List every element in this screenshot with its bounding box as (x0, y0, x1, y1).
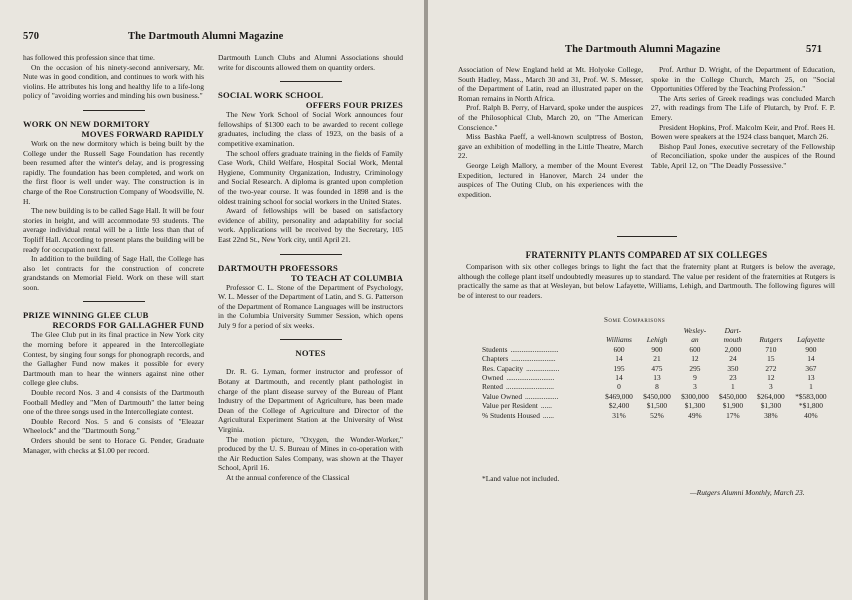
section-heading: MOVES FORWARD RAPIDLY (81, 128, 204, 139)
section-heading: TO TEACH AT COLUMBIA (290, 272, 403, 283)
table-cell: 600 (613, 344, 625, 354)
paragraph: The motion picture, "Oxygen, the Wonder-Worker," produced by the U. S. Bureau of Mines in co-operation with the Air Reduction Sales Company, was shown at the Thayer School, April 16. (218, 434, 403, 473)
paragraph: Association of New England held at Mt. Holyoke College, South Hadley, Mass., March 30 and 31, Prof. W. S. Messer, of the Department of Latin, read an illustrated paper on the Roman remains in North Africa. (458, 65, 643, 103)
table-cell: $1,900 (722, 401, 744, 411)
table-title: Some Comparisons (604, 316, 666, 324)
page-number-left: 570 (23, 31, 40, 42)
table-cell: $1,300 (684, 401, 706, 411)
paragraph: Work on the new dormitory which is being built by the College under the Russell Sage Foundation has recently been resumed after the winter's delay, and is progressing rapidly. The foundation has been completed, and work on the first floor is well under way. The construction is in charge of the Roe Construction Company of Woodsville, N. H. (23, 138, 204, 206)
paragraph: The Arts series of Greek readings was concluded March 27, with readings from The Life of Plutarch, by Prof. F. P. Emery. (651, 93, 835, 122)
paragraph: George Leigh Mallory, a member of the Mount Everest Expedition, lectured in Hanover, March 24 under the auspices of The Outing Club, on his experiences with the expedition. (458, 160, 643, 199)
section-rule (83, 110, 145, 111)
row-leader-dots: .......................... (505, 382, 554, 392)
table-cell: 2,000 (724, 344, 742, 354)
table-row (482, 392, 832, 401)
section-heading: OFFERS FOUR PRIZES (305, 100, 403, 111)
row-leader-dots: ...... (542, 410, 554, 420)
section-heading: WORK ON NEW DORMITORY (23, 118, 151, 129)
paragraph: Orders should be sent to Horace G. Pender, Graduate Manager, with checks at $1.00 per record. (23, 436, 204, 455)
table-cell: 31% (612, 410, 626, 420)
paragraph: has followed this profession since that time. (23, 53, 155, 62)
column-header: Rutgers (759, 335, 783, 345)
fraternity-intro: Comparison with six other colleges brings to light the fact that the fraternity plant at Rutgers is below the average, although the college plant itself undoubtedly measures up to standard. The value per resident of the fraternities at Rutgers is practically the same as that at Wesleyan, but below Lafayette, Williams, Lehigh, and Dartmouth. The following figures will be of interest to our readers. (458, 262, 835, 300)
right-column-2 (651, 65, 835, 171)
table-source: —Rutgers Alumni Monthly, March 23. (690, 488, 805, 497)
table-cell: *$1,800 (798, 401, 823, 411)
table-cell: $450,000 (719, 391, 747, 401)
table-cell: 15 (767, 354, 775, 364)
row-label (482, 345, 600, 354)
column-header: Williams (606, 335, 632, 345)
table-cell: $469,000 (605, 391, 633, 401)
table-cell: 367 (805, 363, 817, 373)
paragraph: The New York School of Social Work announces four fellowships of $1300 each to be awarded to recent college graduates, including the class of 1923, on the basis of a competitive examination. (218, 110, 403, 148)
paragraph: Double record Nos. 3 and 4 consists of the Dartmouth Football Medley and "Men of Dartmouth" the latter being one of the three songs used in the Intercollegiate contest. (23, 388, 204, 417)
section-rule (83, 301, 145, 302)
left-page (0, 0, 424, 600)
row-leader-dots: .......................... (510, 344, 559, 354)
running-head-left: The Dartmouth Alumni Magazine (128, 31, 284, 42)
right-column-1 (458, 65, 643, 199)
row-label-text: Students (482, 344, 508, 354)
paragraph: Prof. Arthur D. Wright, of the Department of Education, spoke in the College Church, March 25, on "Social Opportunities Offered by the Teaching Profession." (651, 65, 835, 94)
page-number-right: 571 (806, 44, 823, 55)
table-cell: 17% (726, 410, 740, 420)
row-label-text: Rented (482, 382, 503, 392)
table-cell: 40% (804, 410, 818, 420)
table-corner (482, 326, 600, 345)
table-cell: *$583,000 (795, 391, 827, 401)
table-cell: 24 (729, 354, 737, 364)
table-row (482, 354, 832, 363)
table-cell: 350 (727, 363, 739, 373)
spacer (218, 358, 403, 367)
paragraph: Double Record Nos. 5 and 6 consists of "Eleazar Wheelock" and the "Dartmouth Song." (23, 416, 204, 436)
table-cell: 23 (729, 373, 737, 383)
paragraph: Miss Bashka Paeff, a well-known sculptress of Boston, gave an exhibition of modelling in the Little Theatre, March 22. (458, 132, 643, 161)
paragraph: President Hopkins, Prof. Malcolm Keir, and Prof. Rees H. Bowen were speakers at the 1924 class banquet, March 26. (651, 122, 835, 142)
table-cell: 8 (655, 382, 659, 392)
table-cell: 272 (765, 363, 777, 373)
table-row (482, 411, 832, 420)
table-cell: 900 (651, 344, 663, 354)
paragraph: On the occasion of his ninety-second anniversary, Mr. Nute was in good condition, and continues to work with his violins. He attributes his long and healthy life to a life-long policy of "avoiding worries and minding his own business." (23, 62, 204, 101)
fraternity-heading: FRATERNITY PLANTS COMPARED AT SIX COLLEGES (525, 250, 768, 260)
section-rule (280, 339, 342, 340)
row-leader-dots: .......................... (506, 373, 555, 383)
comparison-table (482, 326, 832, 420)
row-leader-dots: .................. (525, 391, 559, 401)
paragraph: Dartmouth Lunch Clubs and Alumni Associations should write for discounts allowed them on quantity orders. (218, 53, 403, 72)
paragraph: In addition to the building of Sage Hall, the College has also let contracts for the construction of concrete grandstands on Memorial Field. Work on these will start soon. (23, 254, 204, 292)
table-cell: $264,000 (757, 391, 785, 401)
table-footnote: *Land value not included. (482, 474, 560, 483)
section-rule (617, 236, 677, 237)
table-cell: 38% (764, 410, 778, 420)
row-leader-dots: ........................ (511, 354, 556, 364)
section-rule (280, 254, 342, 255)
row-label (482, 392, 600, 401)
table-header-row (482, 326, 832, 345)
table-cell: 13 (807, 373, 815, 383)
table-row (482, 382, 832, 391)
row-leader-dots: .................. (526, 363, 560, 373)
table-cell: 13 (653, 373, 661, 383)
table-cell: 52% (650, 410, 664, 420)
table-cell: 900 (805, 344, 817, 354)
column-header: Lehigh (646, 335, 668, 345)
column-header: Dart- mouth (723, 326, 743, 345)
table-cell: $1,300 (760, 401, 782, 411)
table-cell: 1 (731, 382, 735, 392)
paragraph: The new building is to be called Sage Hall. It will be four stories in height, and will accommodate 93 students. The average individual rental will be a little less than that of Topliff Hall. According to present plans the building will be ready for occupation next fall. (23, 206, 204, 254)
running-head-right: The Dartmouth Alumni Magazine (565, 44, 721, 55)
table-cell: 12 (767, 373, 775, 383)
table-cell: $450,000 (643, 391, 671, 401)
table-cell: $300,000 (681, 391, 709, 401)
table-cell: 3 (693, 382, 697, 392)
row-label-text: Res. Capacity (482, 363, 524, 373)
paragraph: The Glee Club put in its final practice in New York city the morning before it appeared in the Intercollegiate Contest, by singing four songs for phonograph records, and the Gallagher Fund now makes it possible for every Dartmouth man to hear the winners against nine other college glee clubs. (23, 330, 204, 388)
paragraph: At the annual conference of the Classical (226, 473, 350, 482)
table-cell: 475 (651, 363, 663, 373)
table-row (482, 373, 832, 382)
paragraph: Award of fellowships will be based on satisfactory evidence of ability, personality and adaptability for social work. Applications will be received by the Secretary, 105 East 22nd St., New York city, until April 21. (218, 206, 403, 244)
paragraph: Prof. Ralph B. Perry, of Harvard, spoke under the auspices of the Philosophical Club, March 20, on "The American Conscience." (458, 103, 643, 132)
left-column-2 (218, 53, 403, 483)
table-cell: 12 (691, 354, 699, 364)
section-heading: PRIZE WINNING GLEE CLUB (23, 310, 149, 321)
row-label (482, 364, 600, 373)
row-label-text: Value Owned (482, 391, 523, 401)
section-heading: DARTMOUTH PROFESSORS (218, 262, 338, 273)
table-cell: 14 (615, 354, 623, 364)
section-heading: NOTES (295, 348, 326, 359)
table-cell: 14 (807, 354, 815, 364)
row-label-text: Owned (482, 373, 504, 383)
table-cell: 49% (688, 410, 702, 420)
row-label (482, 354, 600, 363)
row-label (482, 411, 600, 420)
table-cell: 295 (689, 363, 701, 373)
table-cell: 600 (689, 344, 701, 354)
table-cell: 195 (613, 363, 625, 373)
section-heading: RECORDS FOR GALLAGHER FUND (52, 320, 204, 331)
table-row (482, 401, 832, 410)
row-label (482, 373, 600, 382)
row-label-text: Value per Resident (482, 401, 538, 411)
paragraph: Professor C. L. Stone of the Department of Psychology, W. L. Messer of the Department of Latin, and S. G. Patterson of the Department of Romance Languages will be instructors in the Columbia University Summer Session, which opens July 9 for a period of six weeks. (218, 282, 403, 330)
table-cell: 21 (653, 354, 661, 364)
table-cell: $1,500 (646, 401, 668, 411)
paragraph: Dr. R. G. Lyman, former instructor and professor of Botany at Dartmouth, and recently plant pathologist in charge of the plant disease survey of the Bureau of Plant Industry of the Department of Agriculture, has been made Dean of the College of Agriculture and Director of the Agricultural Experiment Station at the University of West Virginia. (218, 367, 403, 435)
table-row (482, 364, 832, 373)
paragraph: The school offers graduate training in the fields of Family Case Work, Child Welfare, Hospital Social Work, Mental Hygiene, Community Organization, Industry, Criminology and Social Research. A diploma is granted upon completion of the two-year course. It was founded in 1898 and is the oldest training school for social workers in the United States. (218, 148, 403, 206)
table-cell: 9 (693, 373, 697, 383)
row-label-text: % Students Housed (482, 410, 540, 420)
table-cell: $2,400 (608, 401, 630, 411)
row-leader-dots: ...... (540, 401, 552, 411)
table-row (482, 345, 832, 354)
table-cell: 710 (765, 344, 777, 354)
section-rule (280, 81, 342, 82)
table-cell: 0 (617, 382, 621, 392)
section-heading: SOCIAL WORK SCHOOL (218, 90, 324, 101)
row-label (482, 382, 600, 391)
table-cell: 14 (615, 373, 623, 383)
table-cell: 3 (769, 382, 773, 392)
row-label (482, 401, 600, 410)
column-header: Wesley- an (683, 326, 707, 345)
row-label-text: Chapters (482, 354, 509, 364)
right-page (428, 0, 852, 600)
column-header: Lafayette (797, 335, 825, 345)
paragraph: Bishop Paul Jones, executive secretary of the Fellowship of Reconciliation, spoke under the auspices of the Round Table, April 12, on "The Deadly Possessive." (651, 141, 835, 170)
table-cell: 1 (809, 382, 813, 392)
left-column-1 (23, 53, 204, 455)
